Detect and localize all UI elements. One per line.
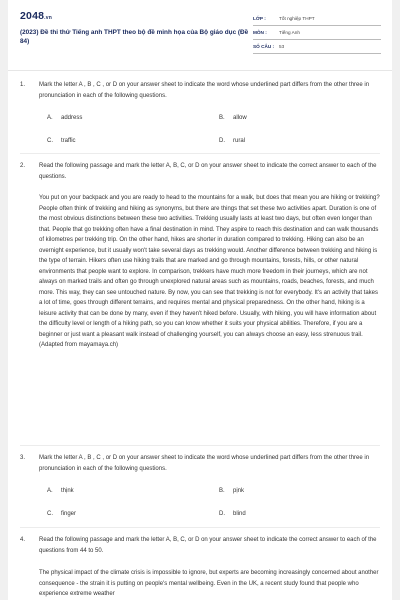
- question-text: Mark the letter A , B , C , or D on your answer sheet to indicate the word whose underlined part differs from the other three in pronunciation in each of the following questions.: [39, 455, 370, 472]
- option-letter: B.: [219, 488, 225, 494]
- option-b[interactable]: [219, 486, 244, 496]
- option-letter: D.: [219, 138, 225, 144]
- option-text: address: [61, 115, 83, 121]
- option-b[interactable]: [219, 113, 247, 123]
- meta-value: Tiếng Anh: [279, 30, 300, 35]
- question-number: 3.: [20, 455, 26, 461]
- question-2: [20, 161, 384, 191]
- meta-key: SỐ CÂU :: [253, 44, 275, 49]
- meta-value: 53: [279, 44, 285, 49]
- question-4: [20, 535, 384, 565]
- header-divider: [8, 70, 392, 71]
- document-header: [8, 0, 392, 62]
- option-text: blind: [233, 511, 246, 517]
- meta-row-question-count: [253, 40, 381, 54]
- option-letter: A.: [47, 115, 53, 121]
- option-text: traffic: [61, 138, 76, 144]
- option-a[interactable]: [47, 113, 82, 123]
- question-divider: [20, 153, 380, 154]
- meta-row-subject: [253, 26, 381, 40]
- question-divider: [20, 445, 380, 446]
- question-text: Read the following passage and mark the letter A, B, C, or D on your answer sheet to indicate the correct answer to each of the questions from 44 to 50.: [39, 537, 377, 554]
- site-logo[interactable]: [20, 10, 52, 22]
- option-text: allow: [233, 115, 247, 121]
- reading-passage: You put on your backpack and you are ready to head to the mountains for a walk, but does that mean you are hiking or trekking? People often think of trekking and hiking as synonyms, but there are things that set these two activities apart. Duration is one of the most obvious distinctions between these two activities. Trekking usually lasts at least two days, but often even longer than that. People that go trekking often have a final destination in mind. They aspire to reach this destination and can walk thousands of kilometres per trekking trip. On the other hand, hikes are shorter in duration compared to trekking. Hiking can also be an overnight experience, but it usually won't take several days as trekking would. Another difference between trekking and hiking is the type of terrain. Hikers often use hiking trails that are marked and go through mountains, forests, hills, or other natural environments that people want to explore. In comparison, trekkers have much more freedom in their journeys, which are not always on marked trails and often go through unexplored natural areas such as mountains, roads, beaches, forests, and much more. This way, they can see untouched nature. By now, you can see that trekking is not for everybody. It's an activity that takes a lot of time, goes through different terrains, and requires mental and physical preparedness. On the other hand, hiking is a leisure activity that can be done by many, even if they haven't hiked before. Usually, with hiking, you will have information about the difficulty level or length of a hiking path, so you can know whether it suits your physical abilities. Therefore, if you are a beginner or just want a pleasant walk instead of challenging yourself, you can always choose an easy, less strenuous trail. (Adapted from mayamaya.ch): [39, 195, 380, 348]
- option-letter: C.: [47, 138, 53, 144]
- question-text: Read the following passage and mark the letter A, B, C, or D on your answer sheet to indicate the correct answer to each of the questions.: [39, 163, 377, 180]
- logo-suffix: .vn: [44, 15, 52, 21]
- option-d[interactable]: [219, 136, 245, 146]
- option-a[interactable]: [47, 486, 74, 496]
- question-1: [20, 80, 384, 160]
- option-letter: C.: [47, 511, 53, 517]
- question-number: 1.: [20, 82, 26, 88]
- question-divider: [20, 527, 380, 528]
- option-letter: B.: [219, 115, 225, 121]
- option-text: finger: [61, 511, 77, 517]
- option-c[interactable]: [47, 136, 76, 146]
- document-title: (2023) Đề thi thử Tiếng anh THPT theo bộ đề minh họa của Bộ giáo dục (Đề 84): [20, 29, 249, 45]
- option-letter: A.: [47, 488, 53, 494]
- option-c[interactable]: [47, 509, 76, 519]
- meta-row-class: [253, 12, 381, 26]
- question-3: [20, 453, 384, 533]
- meta-key: MÔN :: [253, 30, 267, 35]
- option-letter: D.: [219, 511, 225, 517]
- option-text: pịnk: [233, 488, 245, 494]
- document-page: [8, 0, 392, 600]
- option-text: rural: [233, 138, 246, 144]
- option-d[interactable]: [219, 509, 246, 519]
- reading-passage: The physical impact of the climate crisis is impossible to ignore, but experts are becoming increasingly concerned about another consequence - the strain it is putting on people's mental wellbeing. Even in the UK, a recent study found that people who experience extreme weather: [39, 570, 379, 597]
- question-number: 2.: [20, 163, 26, 169]
- option-text: thịnk: [61, 488, 74, 494]
- logo-main: 2048: [20, 10, 45, 22]
- question-number: 4.: [20, 537, 26, 543]
- meta-value: Tốt nghiệp THPT: [279, 16, 315, 21]
- question-text: Mark the letter A , B , C , or D on your answer sheet to indicate the word whose underlined part differs from the other three in pronunciation in each of the following questions.: [39, 82, 370, 99]
- document-meta: [253, 12, 381, 54]
- meta-key: LỚP :: [253, 16, 266, 21]
